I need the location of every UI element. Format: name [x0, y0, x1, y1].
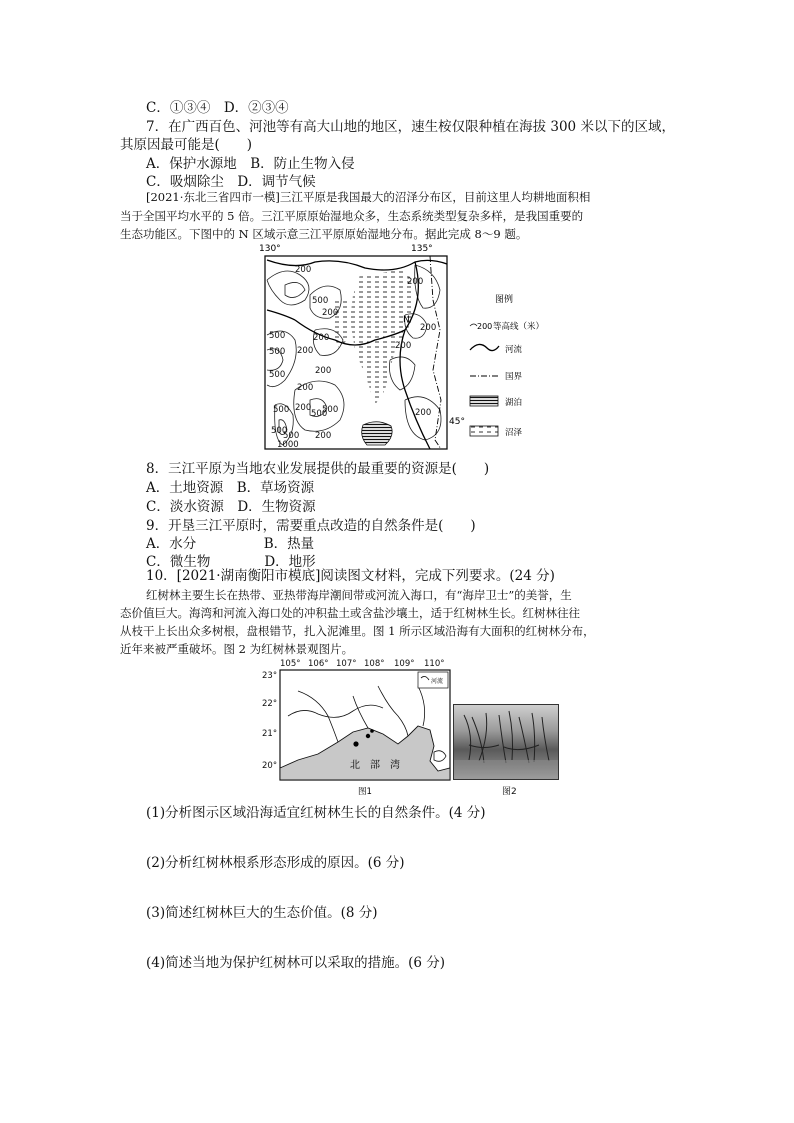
q9-stem: 9．开垦三江平原时，需要重点改造的自然条件是( )	[146, 518, 476, 534]
lon-label: 107°	[336, 659, 357, 669]
lon-130-label: 130°	[259, 244, 281, 254]
contour-label: 200	[315, 431, 332, 441]
q8-stem: 8．三江平原为当地农业发展提供的最重要的资源是( )	[146, 461, 490, 477]
contour-label: 500	[312, 296, 329, 306]
lon-label: 108°	[364, 659, 385, 669]
q10-material-line3: 从枝干上长出众多树根，盘根错节，扎入泥滩里。图 1 所示区域沿海有大面积的红树林分布，	[120, 624, 595, 638]
legend-river: 河流	[505, 345, 523, 355]
lon-label: 106°	[308, 659, 329, 669]
figure2-caption: 图2	[502, 787, 517, 797]
contour-label: 200	[297, 383, 314, 393]
mangrove-photo	[453, 704, 559, 780]
lon-label: 105°	[280, 659, 301, 669]
q10-material-line4: 近年来被严重破坏。图 2 为红树林景观图片。	[120, 642, 354, 656]
contour-label: 500	[269, 370, 286, 380]
contour-label: 500	[269, 347, 286, 357]
legend-lake: 湖泊	[505, 398, 523, 408]
legend-contour-value: 200	[477, 322, 493, 331]
mangrove-site	[370, 729, 374, 733]
mangrove-site	[353, 741, 358, 746]
mangrove-site	[366, 734, 370, 738]
q10-material-line1: 红树林主要生长在热带、亚热带海岸潮间带或河流入海口，有“海岸卫士”的美誉，生	[146, 588, 572, 602]
contour-label: 200	[295, 265, 312, 275]
lon-135-label: 135°	[411, 244, 433, 254]
q7-stem-line1: 7．在广西百色、河池等有高大山地的地区，速生桉仅限种植在海拔 300 米以下的区域，	[146, 119, 675, 135]
material1-line3: 生态功能区。下图中的 N 区域示意三江平原原始湿地分布。据此完成 8～9 题。	[120, 227, 528, 241]
q10-sub3: (3)简述红树林巨大的生态价值。(8 分)	[146, 905, 378, 921]
q10-stem: 10．[2021·湖南衡阳市模底]阅读图文材料，完成下列要求。(24 分)	[146, 568, 555, 584]
contour-label: 200	[313, 333, 330, 343]
contour-label: 200	[407, 277, 424, 287]
n-region-label: N	[403, 315, 410, 325]
contour-label: 500	[311, 409, 328, 419]
contour-label: 500	[271, 426, 288, 436]
q8-options-cd: C．淡水资源 D．生物资源	[146, 499, 316, 515]
q10-sub2: (2)分析红树林根系形态形成的原因。(6 分)	[146, 855, 405, 871]
q6-options-tail: C．①③④ D．②③④	[146, 100, 289, 116]
q10-material-line2: 态价值巨大。海湾和河流入海口处的冲积盐土或含盐沙壤土，适于红树林生长。红树林往往	[120, 606, 580, 620]
material1-line1: [2021·东北三省四市一模]三江平原是我国最大的沼泽分布区，目前这里人均耕地面积相	[146, 190, 591, 204]
lat-label: 20°	[262, 761, 278, 771]
contour-label: 200	[322, 308, 339, 318]
contour-label: 500	[322, 405, 339, 415]
q9-options-cd: C．微生物 D．地形	[146, 554, 316, 570]
contour-label: 200	[395, 341, 412, 351]
contour-label: 1000	[277, 440, 299, 450]
contour-label: 200	[297, 346, 314, 356]
lake-xingkai	[362, 422, 392, 445]
legend-lake-swatch	[470, 396, 498, 406]
q7-options-cd: C．吸烟除尘 D．调节气候	[146, 174, 316, 190]
legend-contour-sample	[470, 324, 477, 326]
q9-options-ab: A．水分 B．热量	[146, 536, 315, 552]
contour-label: 200	[415, 408, 432, 418]
lat-label: 21°	[262, 729, 278, 739]
legend-title: 图例	[495, 295, 514, 305]
legend-river-sample	[470, 344, 499, 350]
mangrove-roots-drawing	[454, 705, 558, 779]
contour-label: 500	[269, 331, 286, 341]
legend-swamp-swatch	[470, 426, 498, 436]
q7-options-ab: A．保护水源地 B．防止生物入侵	[146, 156, 355, 172]
q8-options-ab: A．土地资源 B．草场资源	[146, 480, 315, 496]
gulf-label: 北 部 湾	[350, 760, 400, 771]
contour-label: 200	[295, 403, 312, 413]
beibu-gulf-map	[258, 656, 458, 796]
lat-label: 23°	[262, 671, 278, 681]
legend-border: 国界	[505, 372, 523, 382]
contour-label: 200	[420, 323, 437, 333]
sanjiang-plain-map	[255, 240, 555, 455]
lat-label: 22°	[262, 699, 278, 709]
lon-label: 110°	[424, 659, 445, 669]
q10-sub1: (1)分析图示区域沿海适宜红树林生长的自然条件。(4 分)	[146, 805, 486, 821]
q10-sub4: (4)简述当地为保护红树林可以采取的措施。(6 分)	[146, 955, 446, 971]
lat-45-label: 45°	[449, 417, 465, 427]
legend-river-label: 河流	[431, 678, 444, 685]
legend-swamp: 沼泽	[505, 428, 523, 438]
contour-label: 500	[273, 405, 290, 415]
contour-label: 200	[315, 366, 332, 376]
lon-label: 109°	[394, 659, 415, 669]
contour-label: 500	[283, 431, 300, 441]
material1-line2: 当于全国平均水平的 5 倍。三江平原原始湿地众多，生态系统类型复杂多样，是我国重要的	[120, 209, 584, 223]
figure1-caption: 图1	[358, 787, 372, 796]
legend-contour: 等高线（米）	[493, 322, 545, 332]
q7-stem-line2: 其原因最可能是( )	[120, 137, 253, 153]
